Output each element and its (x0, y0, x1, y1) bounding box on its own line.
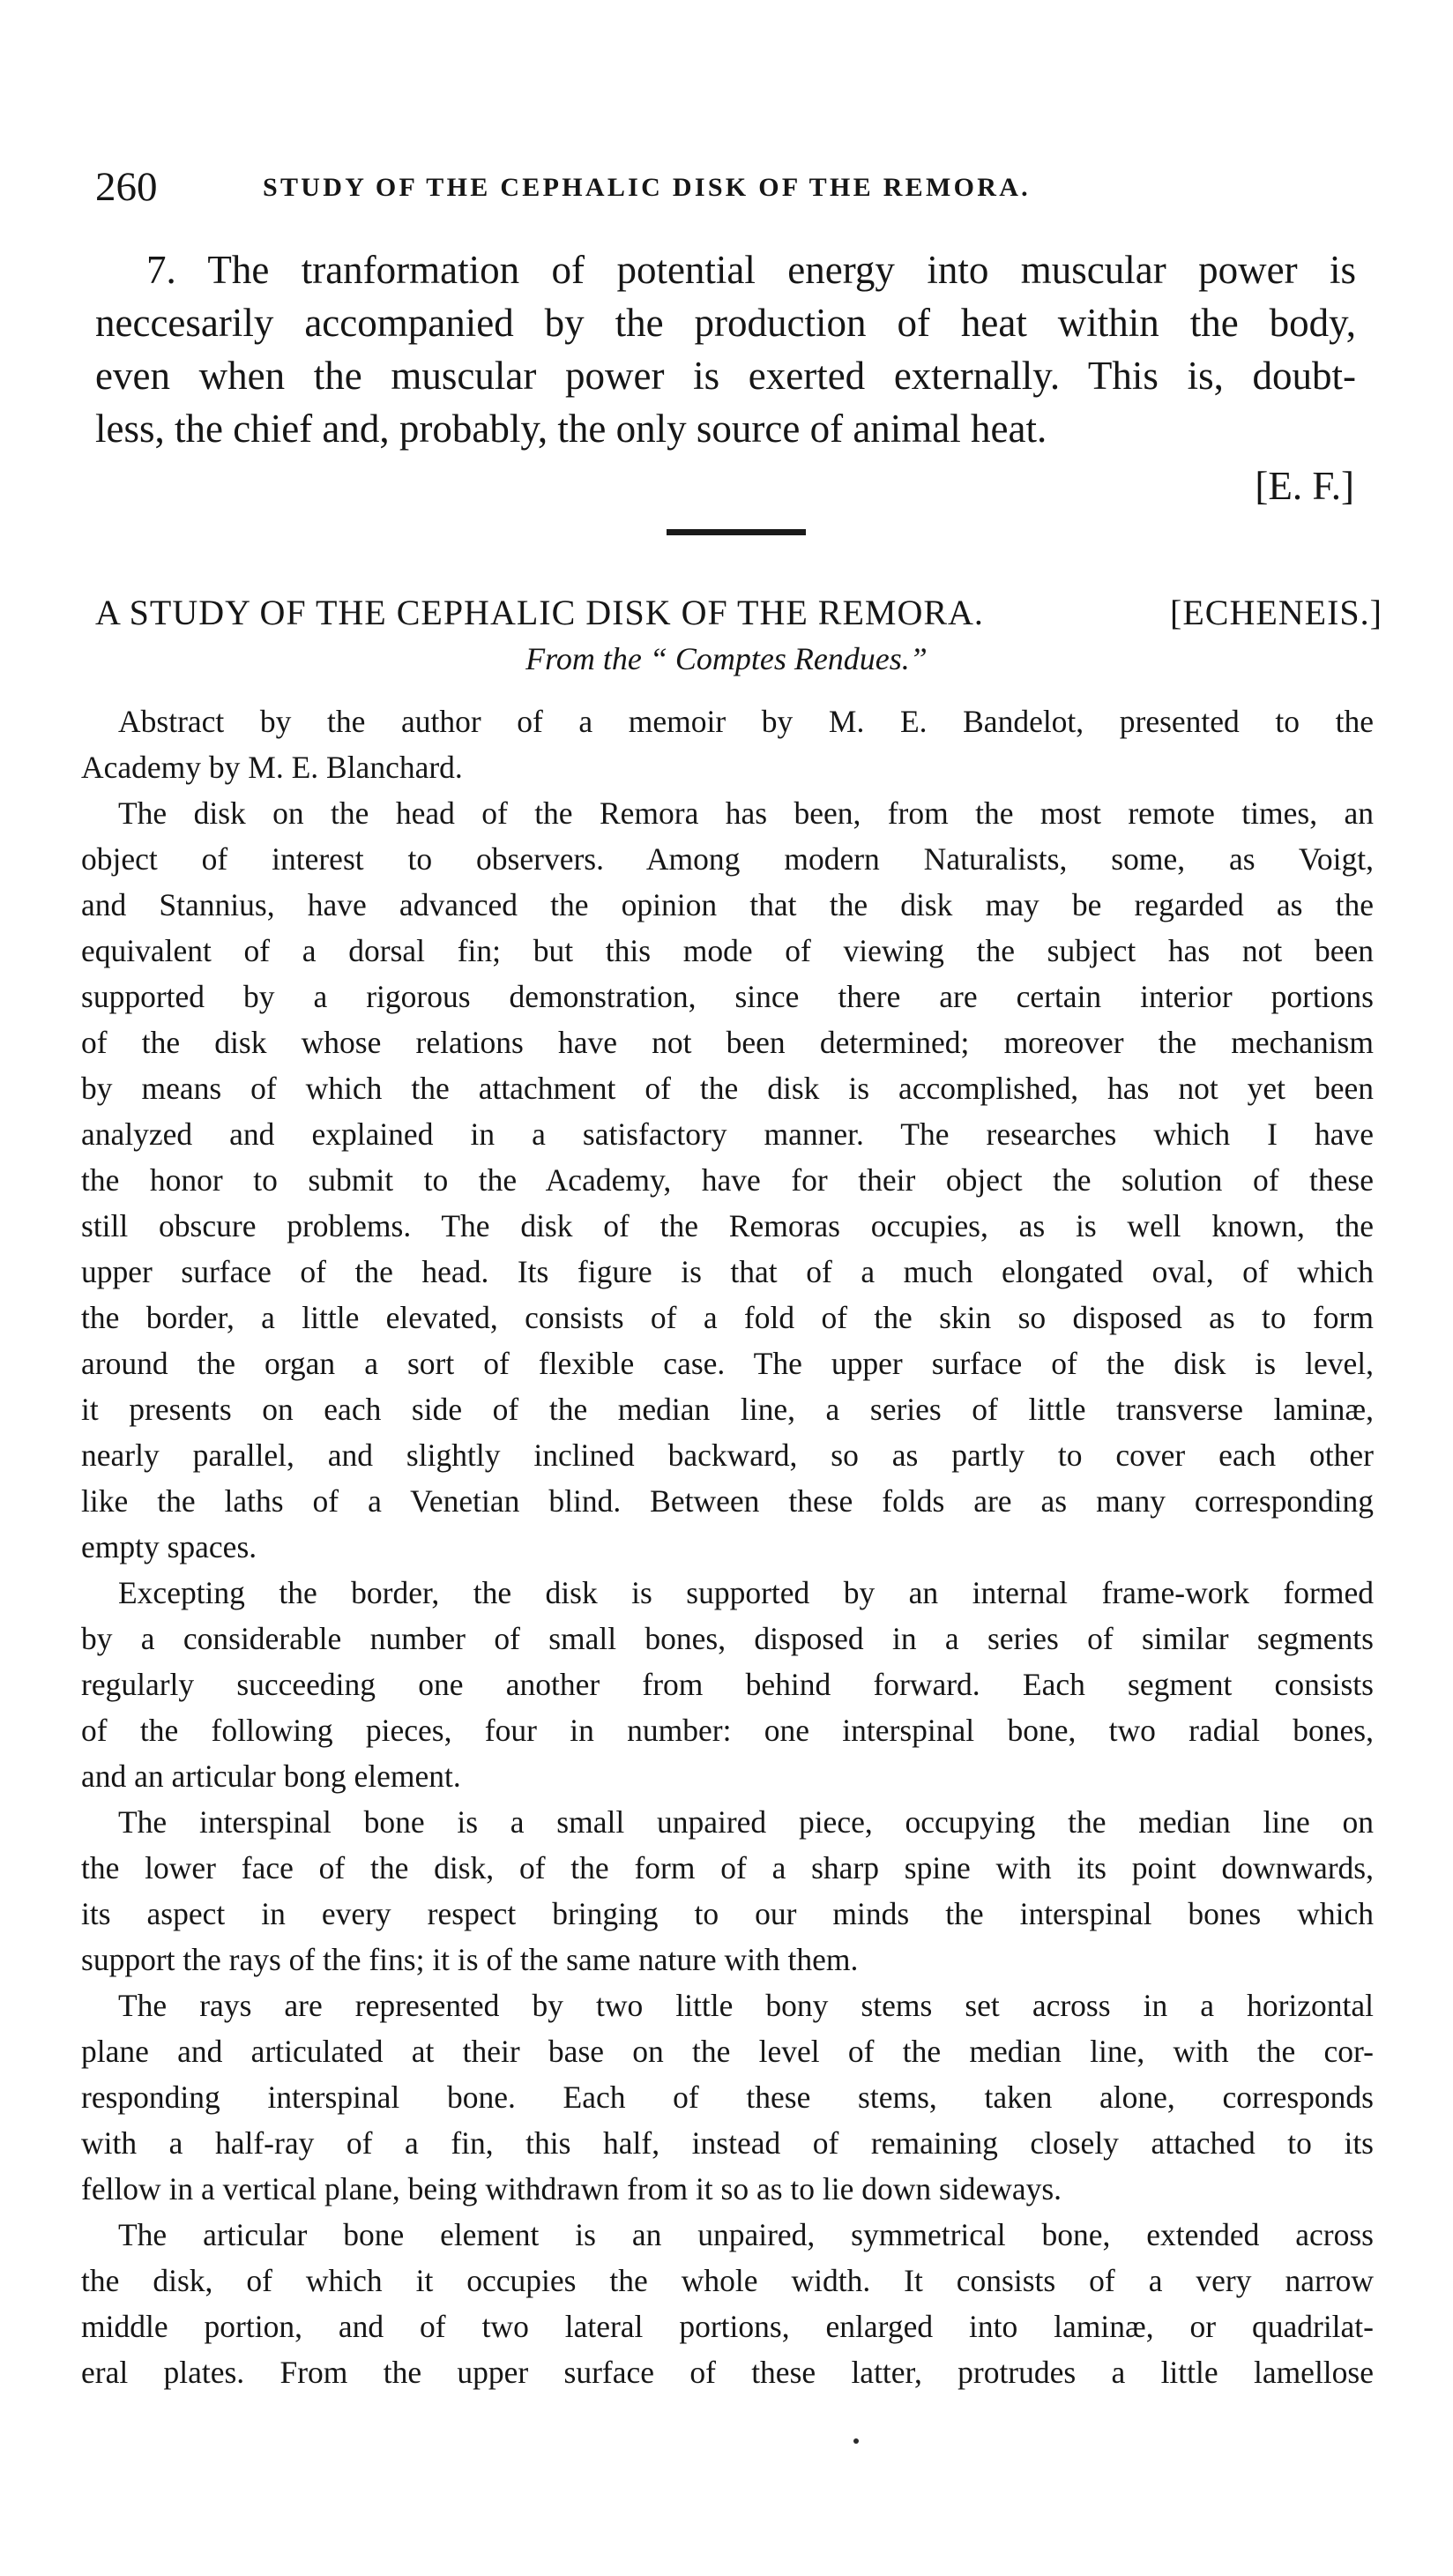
text-line: neccesarily accompanied by the production of heat within the body, (95, 301, 1356, 345)
article-title (95, 589, 1382, 637)
text-line: equivalent of a dorsal fin; but this mode of viewing the subject has not been (81, 933, 1374, 968)
text-line: middle portion, and of two lateral portions, enlarged into laminæ, or quadrilat- (81, 2309, 1374, 2344)
text-line: The disk on the head of the Remora has been, from the most remote times, an (118, 795, 1374, 831)
article-source: From the “ Comptes Rendues.” (525, 641, 928, 676)
paragraph-frame-work (81, 1570, 1374, 1799)
text-line: nearly parallel, and slightly inclined backward, so as partly to cover each other (81, 1437, 1374, 1473)
text-line: Abstract by the author of a memoir by M. E. Bandelot, presented to the (118, 704, 1374, 739)
running-title: STUDY OF THE CEPHALIC DISK OF THE REMORA. (263, 173, 1031, 202)
article-body (81, 698, 1374, 2395)
paragraph-articular-bone (81, 2212, 1374, 2395)
text-line: fellow in a vertical plane, being withdrawn from it so as to lie down sideways. (81, 2171, 1062, 2206)
text-line: like the laths of a Venetian blind. Between these folds are as many corresponding (81, 1483, 1374, 1519)
text-line: and an articular bong element. (81, 1758, 461, 1794)
text-line: even when the muscular power is exerted externally. This is, doubt- (95, 354, 1356, 398)
text-line: The rays are represented by two little bony stems set across in a horizontal (118, 1988, 1374, 2023)
text-line: with a half-ray of a fin, this half, instead of remaining closely attached to its (81, 2125, 1374, 2161)
text-line: support the rays of the fins; it is of the same nature with them. (81, 1942, 859, 1977)
text-line: by means of which the attachment of the disk is accomplished, has not yet been (81, 1071, 1374, 1106)
paragraph-disk-description (81, 790, 1374, 1570)
text-line: responding interspinal bone. Each of these stems, taken alone, corresponds (81, 2079, 1374, 2115)
text-line: regularly succeeding one another from behind forward. Each segment consists (81, 1667, 1374, 1702)
page-number: 260 (95, 164, 158, 210)
text-line: object of interest to observers. Among modern Naturalists, some, as Voigt, (81, 841, 1374, 877)
text-line: the honor to submit to the Academy, have for their object the solution of these (81, 1162, 1374, 1198)
previous-section-ending (95, 243, 1356, 455)
text-line: of the following pieces, four in number: one interspinal bone, two radial bones, (81, 1713, 1374, 1748)
text-line: the border, a little elevated, consists of a fold of the skin so disposed as to form (81, 1300, 1374, 1335)
text-line: its aspect in every respect bringing to our minds the interspinal bones which (81, 1896, 1374, 1931)
text-line: 7. The tranformation of potential energy into muscular power is (146, 248, 1356, 292)
paragraph-rays (81, 1982, 1374, 2212)
text-line: still obscure problems. The disk of the Remoras occupies, as is well known, the (81, 1208, 1374, 1243)
text-line: the lower face of the disk, of the form of a sharp spine with its point downwards, (81, 1850, 1374, 1885)
text-line: it presents on each side of the median line, a series of little transverse laminæ, (81, 1392, 1374, 1427)
paragraph-interspinal-bone (81, 1799, 1374, 1982)
text-line: Academy by M. E. Blanchard. (81, 750, 463, 785)
text-line: by a considerable number of small bones, disposed in a series of similar segments (81, 1621, 1374, 1656)
article-title-bracket: [ECHENEIS.] (1170, 593, 1382, 632)
ink-speck (853, 2438, 859, 2444)
text-line: analyzed and explained in a satisfactory manner. The researches which I have (81, 1116, 1374, 1152)
author-signature: [E. F.] (1255, 464, 1354, 508)
text-line: eral plates. From the upper surface of these latter, protrudes a little lamellose (81, 2355, 1374, 2390)
text-line: and Stannius, have advanced the opinion that the disk may be regarded as the (81, 887, 1374, 922)
text-line: the disk, of which it occupies the whole width. It consists of a very narrow (81, 2263, 1374, 2298)
text-line: supported by a rigorous demonstration, since there are certain interior portions (81, 979, 1374, 1014)
text-line: less, the chief and, probably, the only source of animal heat. (95, 407, 1047, 451)
text-line: upper surface of the head. Its figure is that of a much elongated oval, of which (81, 1254, 1374, 1289)
text-line: of the disk whose relations have not been determined; moreover the mechanism (81, 1025, 1374, 1060)
text-line: Excepting the border, the disk is supported by an internal frame-work formed (118, 1575, 1374, 1610)
text-line: The interspinal bone is a small unpaired piece, occupying the median line on (118, 1804, 1374, 1840)
article-title-text: A STUDY OF THE CEPHALIC DISK OF THE REMORA. (95, 593, 984, 632)
text-line: The articular bone element is an unpaired, symmetrical bone, extended across (118, 2217, 1374, 2252)
paragraph-abstract (81, 698, 1374, 790)
text-line: empty spaces. (81, 1529, 257, 1564)
text-line: around the organ a sort of flexible case. The upper surface of the disk is level, (81, 1346, 1374, 1381)
running-head (95, 161, 1374, 213)
text-line: plane and articulated at their base on the level of the median line, with the cor- (81, 2034, 1374, 2069)
section-divider (667, 529, 806, 535)
